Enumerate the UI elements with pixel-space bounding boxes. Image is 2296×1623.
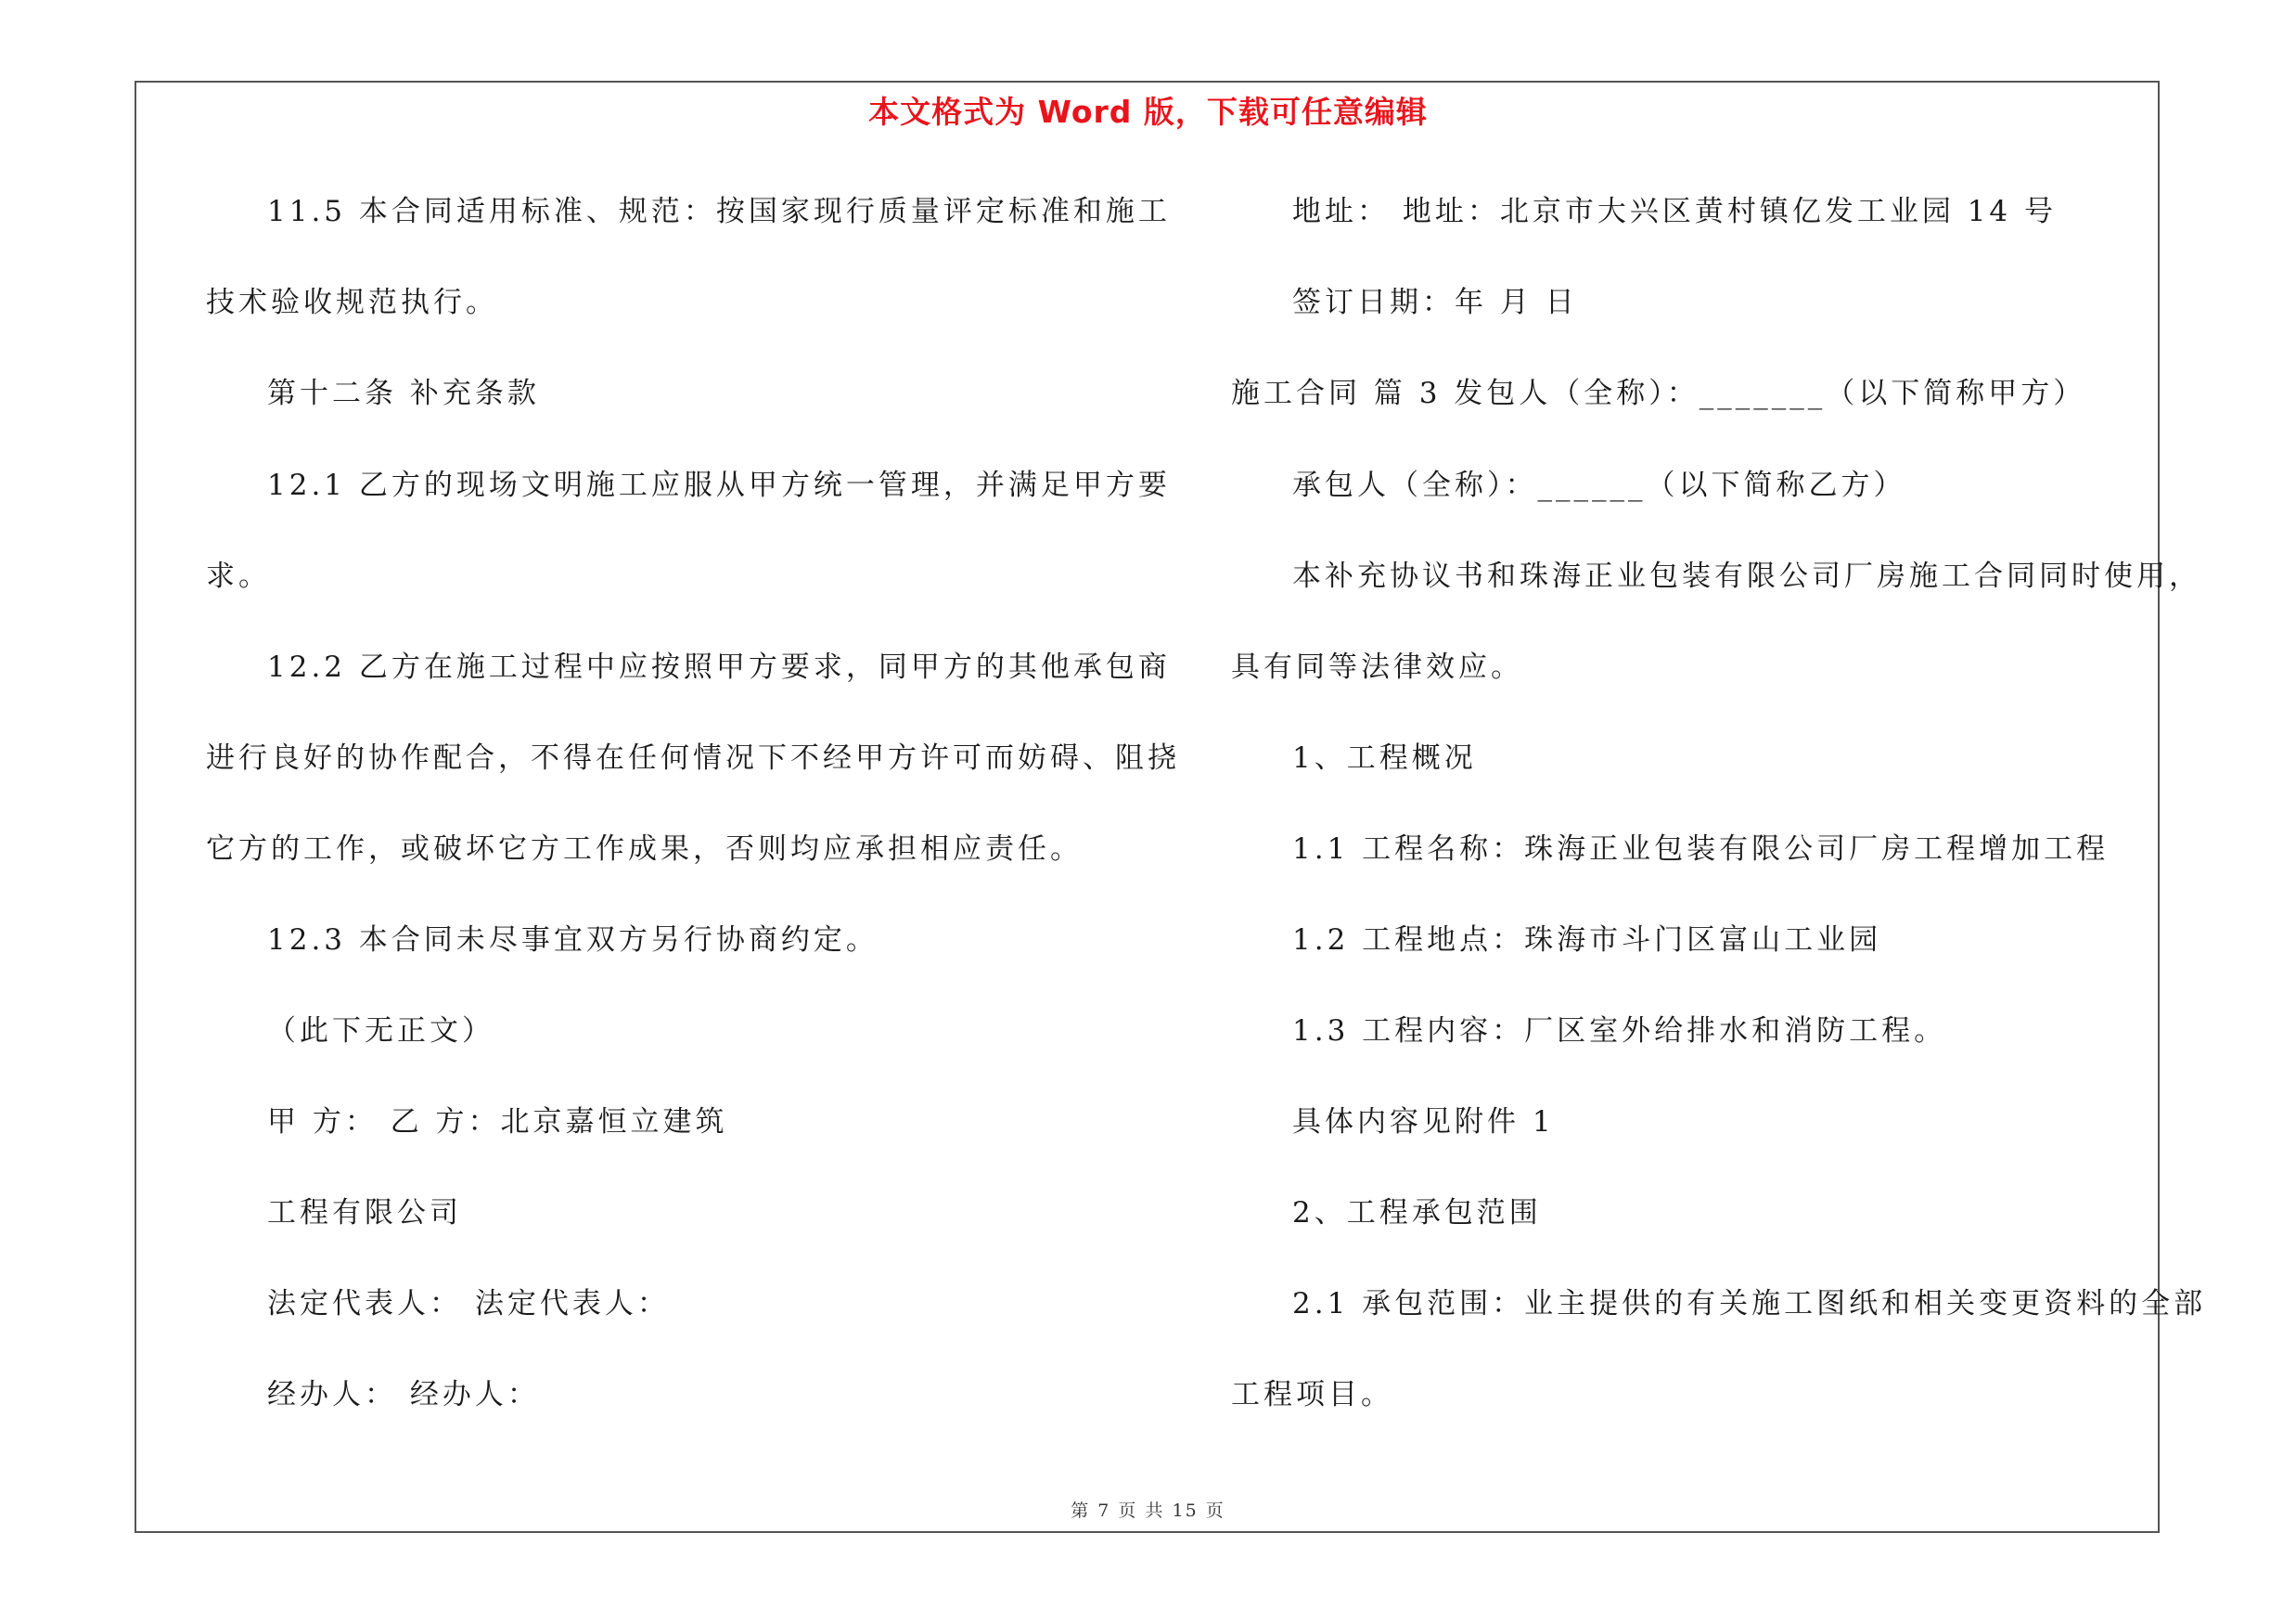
word-format-banner: 本文格式为 Word 版，下载可任意编辑: [868, 94, 1428, 130]
address-line: 地址： 地址：北京市大兴区黄村镇亿发工业园 14 号: [1292, 195, 2058, 228]
paragraph-line: 求。: [206, 560, 271, 593]
paragraph-line: 1.1 工程名称：珠海正业包装有限公司厂房工程增加工程: [1292, 832, 2110, 866]
paragraph-line: 1.2 工程地点：珠海市斗门区富山工业园: [1292, 923, 1882, 957]
section-heading: 2、工程承包范围: [1292, 1196, 1542, 1230]
contract-heading: 施工合同 篇 3 发包人（全称）：_______（以下简称甲方）: [1231, 377, 2086, 410]
contractor-line: 承包人（全称）：______（以下简称乙方）: [1292, 469, 1906, 502]
paragraph-line: 12.2 乙方在施工过程中应按照甲方要求，同甲方的其他承包商: [267, 650, 1171, 684]
paragraph-line: 进行良好的协作配合，不得在任何情况下不经甲方许可而妨碍、阻挠: [206, 741, 1180, 775]
paragraph-line: 技术验收规范执行。: [206, 286, 498, 319]
handler-line: 经办人： 经办人：: [267, 1378, 540, 1411]
paragraph-line: 1.3 工程内容：厂区室外给排水和消防工程。: [1292, 1014, 1947, 1048]
page-number: 第 7 页 共 15 页: [1071, 1501, 1225, 1521]
signing-date: 签订日期：年 月 日: [1292, 286, 1578, 319]
paragraph-line: 12.3 本合同未尽事宜双方另行协商约定。: [267, 923, 879, 957]
paragraph-line: 它方的工作，或破坏它方工作成果，否则均应承担相应责任。: [206, 832, 1083, 866]
paragraph-line: 12.1 乙方的现场文明施工应服从甲方统一管理，并满足甲方要: [267, 469, 1171, 502]
paragraph-line: 工程项目。: [1231, 1378, 1393, 1411]
legal-representative: 法定代表人： 法定代表人：: [267, 1287, 670, 1320]
section-heading: 1、工程概况: [1292, 741, 1477, 775]
paragraph-line: 2.1 承包范围：业主提供的有关施工图纸和相关变更资料的全部: [1292, 1287, 2207, 1320]
signature-parties: 甲 方： 乙 方：北京嘉恒立建筑: [267, 1105, 728, 1139]
paragraph-line: （此下无正文）: [267, 1014, 494, 1048]
paragraph-line: 具有同等法律效应。: [1231, 650, 1523, 684]
paragraph-line: 工程有限公司: [267, 1196, 462, 1230]
paragraph-line: 11.5 本合同适用标准、规范：按国家现行质量评定标准和施工: [267, 195, 1171, 228]
article-heading: 第十二条 补充条款: [267, 377, 540, 410]
paragraph-line: 本补充协议书和珠海正业包装有限公司厂房施工合同同时使用，: [1292, 560, 2201, 593]
paragraph-line: 具体内容见附件 1: [1292, 1105, 1555, 1139]
